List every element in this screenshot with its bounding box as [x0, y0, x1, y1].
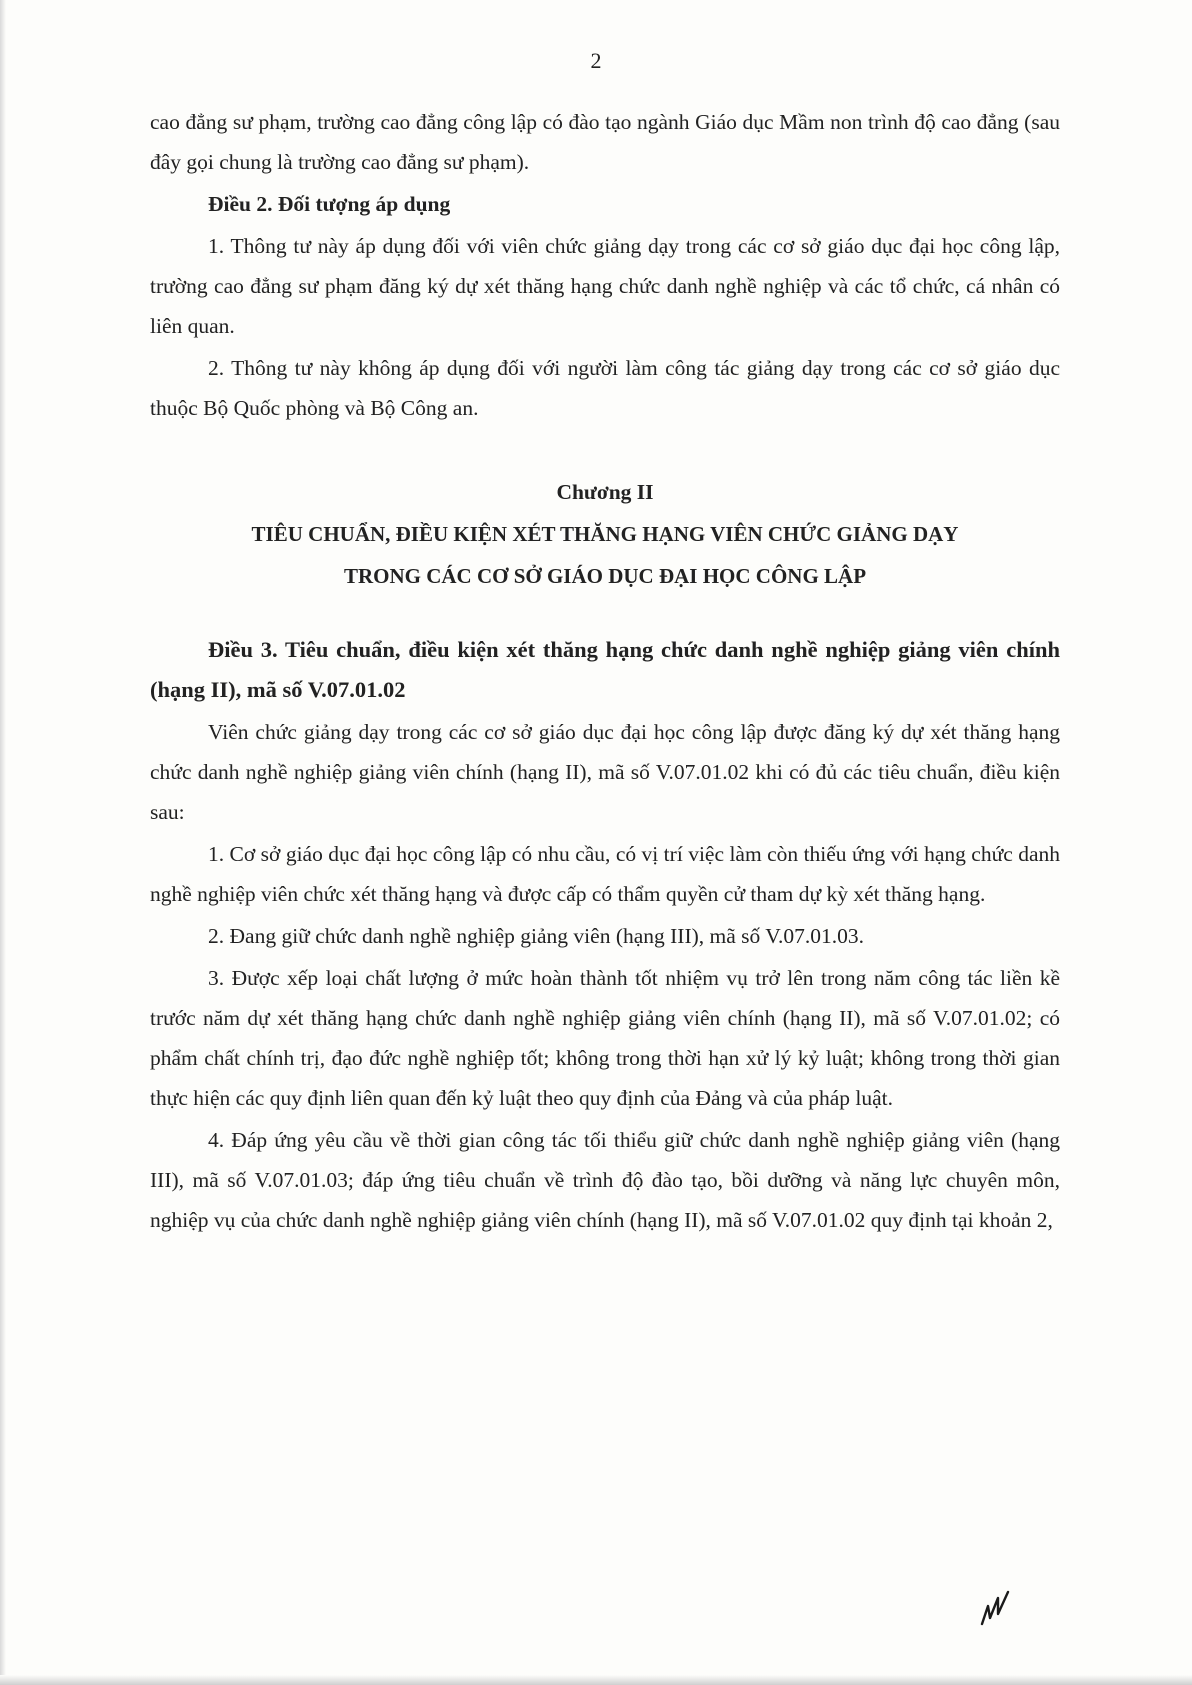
page-number: 2: [590, 48, 602, 73]
article-2-heading: Điều 2. Đối tượng áp dụng: [208, 192, 451, 216]
article-3-clause-4: 4. Đáp ứng yêu cầu về thời gian công tác tối thiểu giữ chức danh nghề nghiệp giảng viên (hạng III), mã số V.07.01.03; đáp ứng tiêu chuẩn về trình độ đào tạo, bồi dưỡng và năng lực chuyên môn, nghiệp vụ của chức danh nghề nghiệp giảng viên chính (hạng II), mã số V.07.01.02 quy định tại khoản 2,: [150, 1128, 1060, 1232]
scan-edge-left: [0, 0, 6, 1685]
article-2-clause-1: 1. Thông tư này áp dụng đối với viên chức giảng dạy trong các cơ sở giáo dục đại học công lập, trường cao đẳng sư phạm đăng ký dự xét thăng hạng chức danh nghề nghiệp và các tổ chức, cá nhân có liên quan.: [150, 234, 1060, 338]
chapter-label: Chương II: [556, 480, 654, 504]
article-3-clause-1: 1. Cơ sở giáo dục đại học công lập có nhu cầu, có vị trí việc làm còn thiếu ứng với hạng chức danh nghề nghiệp viên chức xét thăng hạng và được cấp có thẩm quyền cử tham dự kỳ xét thăng hạng.: [150, 842, 1060, 906]
article-3-clause-3: 3. Được xếp loại chất lượng ở mức hoàn thành tốt nhiệm vụ trở lên trong năm công tác liền kề trước năm dự xét thăng hạng chức danh nghề nghiệp giảng viên chính (hạng II), mã số V.07.01.02; có phẩm chất chính trị, đạo đức nghề nghiệp tốt; không trong thời hạn xử lý kỷ luật; không trong thời gian thực hiện các quy định liên quan đến kỷ luật theo quy định của Đảng và của pháp luật.: [150, 966, 1060, 1110]
article-3-intro: Viên chức giảng dạy trong các cơ sở giáo dục đại học công lập được đăng ký dự xét thăng hạng chức danh nghề nghiệp giảng viên chính (hạng II), mã số V.07.01.02 khi có đủ các tiêu chuẩn, điều kiện sau:: [150, 720, 1060, 824]
document-body: [150, 102, 1060, 1240]
chapter-title-line-2: TRONG CÁC CƠ SỞ GIÁO DỤC ĐẠI HỌC CÔNG LẬP: [343, 564, 867, 588]
scan-edge-bottom: [0, 1675, 1192, 1685]
chapter-title-line-1: TIÊU CHUẨN, ĐIỀU KIỆN XÉT THĂNG HẠNG VIÊN CHỨC GIẢNG DẠY: [251, 522, 959, 546]
article-2-clause-2: 2. Thông tư này không áp dụng đối với người làm công tác giảng dạy trong các cơ sở giáo dục thuộc Bộ Quốc phòng và Bộ Công an.: [150, 356, 1060, 420]
paragraph-continuation: cao đẳng sư phạm, trường cao đẳng công lập có đào tạo ngành Giáo dục Mầm non trình độ cao đẳng (sau đây gọi chung là trường cao đẳng sư phạm).: [150, 110, 1060, 174]
article-3-heading: Điều 3. Tiêu chuẩn, điều kiện xét thăng hạng chức danh nghề nghiệp giảng viên chính (hạng II), mã số V.07.01.02: [150, 637, 1060, 702]
initials-mark: [978, 1588, 1014, 1628]
article-3-clause-2: 2. Đang giữ chức danh nghề nghiệp giảng viên (hạng III), mã số V.07.01.03.: [208, 924, 865, 948]
